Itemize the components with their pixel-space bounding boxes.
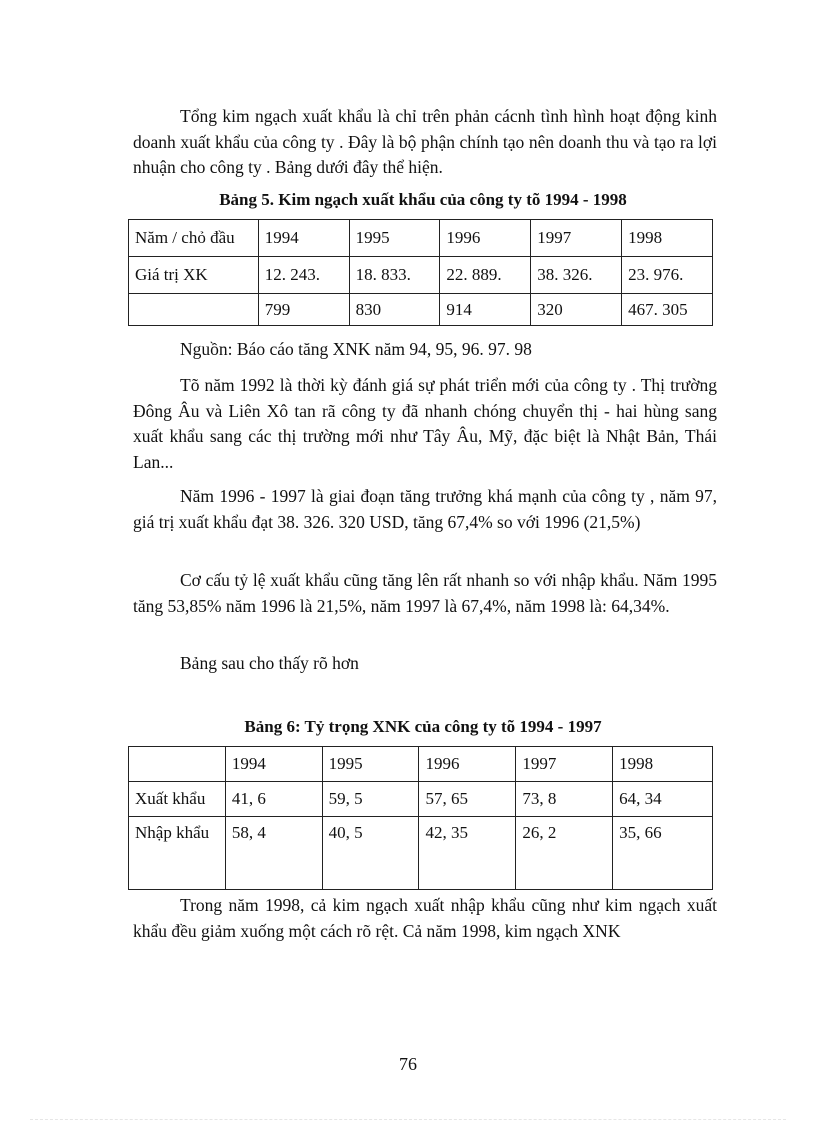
table-5-export-turnover [128,219,713,326]
table-cell: 18. 833. [349,257,440,294]
table-cell: 12. 243. [258,257,349,294]
table-cell [129,747,226,782]
table-cell: 57, 65 [419,782,516,817]
table-row [129,817,713,890]
table-row [129,257,713,294]
paragraph-intro: Tổng kim ngạch xuất khẩu là chỉ trên phản cácnh tình hình hoạt động kinh doanh xuất khẩu của công ty . Đây là bộ phận chính tạo nên doanh thu và tạo ra lợi nhuận cho công ty . Bảng dưới đây thể hiện. [133,106,717,177]
table-cell: Xuất khẩu [129,782,226,817]
table-6-xnk-share [128,746,713,890]
paragraph-export-ratio: Cơ cấu tỷ lệ xuất khẩu cũng tăng lên rất nhanh so với nhập khẩu. Năm 1995 tăng 53,85% năm 1996 là 21,5%, năm 1997 là 67,4%, năm 1998 là: 64,34%. [133,570,717,616]
table-cell: 1995 [322,747,419,782]
table-cell: 64, 34 [613,782,713,817]
page-number: 76 [399,1054,417,1074]
table-row [129,294,713,326]
table-cell: 26, 2 [516,817,613,890]
table-cell: 1997 [531,220,622,257]
table-cell: 1998 [613,747,713,782]
table-cell: 467. 305 [622,294,713,326]
table-cell: Năm / chỏ đầu [129,220,259,257]
table-cell: 73, 8 [516,782,613,817]
table-cell: 1994 [225,747,322,782]
table-row [129,782,713,817]
table-cell: Giá trị XK [129,257,259,294]
table-5-caption: Bảng 5. Kim ngạch xuất khẩu của công ty tõ 1994 - 1998 [219,190,627,209]
table-cell: 320 [531,294,622,326]
table-cell: 41, 6 [225,782,322,817]
table-row [129,747,713,782]
table-cell: 799 [258,294,349,326]
table-cell: 1995 [349,220,440,257]
paragraph-1998-decline: Trong năm 1998, cả kim ngạch xuất nhập khẩu cũng như kim ngạch xuất khẩu đều giảm xuống một cách rõ rệt. Cả năm 1998, kim ngạch XNK [133,895,717,941]
table-cell: 1998 [622,220,713,257]
table-5-source-note: Nguồn: Báo cáo tăng XNK năm 94, 95, 96. 97. 98 [180,339,532,359]
paragraph-market-shift: Tõ năm 1992 là thời kỳ đánh giá sự phát triển mới của công ty . Thị trường Đông Âu và Liên Xô tan rã công ty đã nhanh chóng chuyển thị - hai hùng sang xuất khẩu sang các thị trường mới như Tây Âu, Mỹ, đặc biệt là Nhật Bản, Thái Lan... [133,375,717,472]
table-cell: 1997 [516,747,613,782]
table-cell: 40, 5 [322,817,419,890]
table-cell: 59, 5 [322,782,419,817]
table-cell: 914 [440,294,531,326]
paragraph-growth: Năm 1996 - 1997 là giai đoạn tăng trưởng khá mạnh của công ty , năm 97, giá trị xuất khẩu đạt 38. 326. 320 USD, tăng 67,4% so với 1996 (21,5%) [133,486,717,532]
table-row [129,220,713,257]
table-cell: 42, 35 [419,817,516,890]
paragraph-table-intro: Bảng sau cho thấy rõ hơn [180,653,359,673]
table-cell [129,294,259,326]
table-cell: 38. 326. [531,257,622,294]
page-bottom-divider [30,1119,786,1120]
table-cell: 22. 889. [440,257,531,294]
table-cell: 58, 4 [225,817,322,890]
table-cell: 1996 [440,220,531,257]
table-cell: 35, 66 [613,817,713,890]
table-cell: 1994 [258,220,349,257]
table-cell: Nhập khẩu [129,817,226,890]
table-6-caption: Bảng 6: Tỷ trọng XNK của công ty tõ 1994 - 1997 [244,717,602,736]
table-cell: 830 [349,294,440,326]
table-cell: 23. 976. [622,257,713,294]
table-cell: 1996 [419,747,516,782]
